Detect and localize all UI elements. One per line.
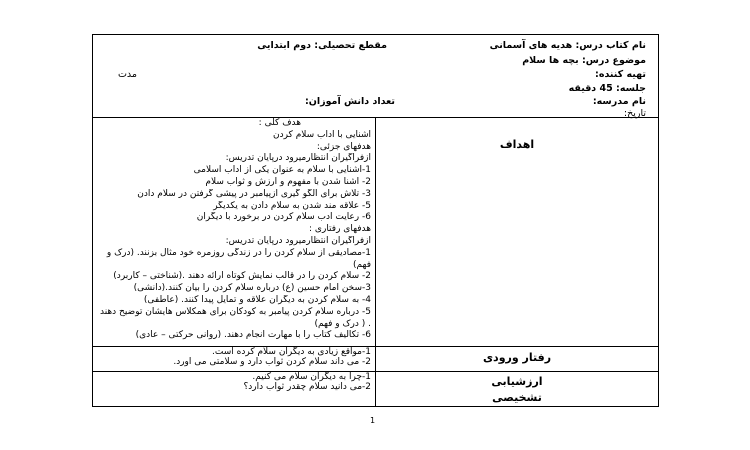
assessment-line: 2-می دانید سلام چقدر ثواب دارد؟ [243, 382, 371, 392]
assessment-line: 1-چرا به دیگران سلام می کنیم. [252, 372, 371, 382]
goals-label: اهداف [499, 138, 535, 151]
goals-line: 1-آشنایی با سلام به عنوان یکی از آداب اسلامی [193, 165, 371, 176]
assessment-row [93, 372, 659, 407]
page-number: 1 [370, 416, 376, 425]
goals-line: 3- تلاش برای الگو گیری ازپیامبر در پیشی گرفتن در سلام دادن [137, 188, 371, 199]
assessment-label-cell [376, 372, 659, 407]
goals-line: 6- رعایت ادب سلام کردن در برخورد با دیگران [196, 212, 371, 223]
goals-line: 4- به سلام کردن به دیگران علاقه و تمایل پیدا کنند. (عاطفی) [143, 294, 371, 305]
goals-line: 3-سخن امام حسین (ع) درباره سلام کردن را بیان کنند.(دانشی) [133, 283, 371, 294]
goals-line: هدف کلی : [258, 118, 301, 128]
duration: مدت [117, 69, 137, 80]
goals-line: 6- تکالیف کتاب را با مهارت انجام دهند. (روانی حرکتی – عادی) [135, 330, 371, 341]
header-cell [93, 35, 659, 118]
prepared-by: تهیه کننده: [595, 69, 646, 80]
entry-row [93, 347, 659, 372]
entry-line: 2- می داند سلام کردن ثواب دارد و سلامتی می آورد. [173, 357, 371, 367]
goals-line: ازفراگیران انتظارمیرود درپایان تدریس: [225, 153, 371, 164]
goals-line: هدفهای جزئی: [316, 141, 371, 152]
goals-line: 2- سلام کردن را در قالب نمایش کوتاه ارائه دهند .(شناختی – کاربرد) [113, 271, 371, 282]
goals-line: 2- آشنا شدن با مفهوم و ارزش و ثواب سلام [205, 176, 371, 187]
date: تاریخ: [623, 108, 646, 119]
goals-row [93, 118, 659, 347]
entry-line: 1-مواقع زیادی به دیگران سلام کرده است. [212, 347, 371, 357]
student-count: تعداد دانش آموزان: [304, 96, 395, 107]
lesson-topic: موضوع درس: بچه ها سلام [522, 55, 646, 66]
goals-line: 5- علاقه مند شدن به سلام دادن به یکدیگر [213, 200, 371, 211]
grade: مقطع تحصیلی: دوم ابتدایی [257, 40, 387, 51]
goals-content [93, 118, 376, 347]
entry-content [93, 347, 376, 372]
goals-line: 1-مصادیقی از سلام کردن را در زندگی روزمره خود مثال بزنند. (درک و فهم) [106, 247, 371, 270]
goals-line: آشنایی با آداب سلام کردن [272, 129, 371, 140]
school-name: نام مدرسه: [592, 96, 646, 107]
goals-line: 5- درباره سلام کردن پیامبر به کودکان برای همکلاس هایشان توضیح دهند . ( درک و فهم) [99, 306, 371, 329]
assessment-label-1: ارزشیابی [491, 375, 543, 388]
lesson-plan-table [92, 34, 659, 407]
entry-label: رفتار ورودی [482, 351, 552, 364]
entry-label-cell [376, 347, 659, 372]
goals-line: ازفراگیران انتظارمیرود درپایان تدریس: [225, 235, 371, 246]
goals-label-cell [376, 118, 659, 347]
assessment-content [93, 372, 376, 407]
book-name: نام کتاب درس: هدیه های آسمانی [489, 40, 646, 51]
assessment-label-2: تشخیصی [492, 391, 542, 404]
header-row [93, 35, 659, 118]
session: جلسه: 45 دقیقه [568, 83, 646, 94]
goals-line: هدفهای رفتاری : [309, 224, 371, 235]
